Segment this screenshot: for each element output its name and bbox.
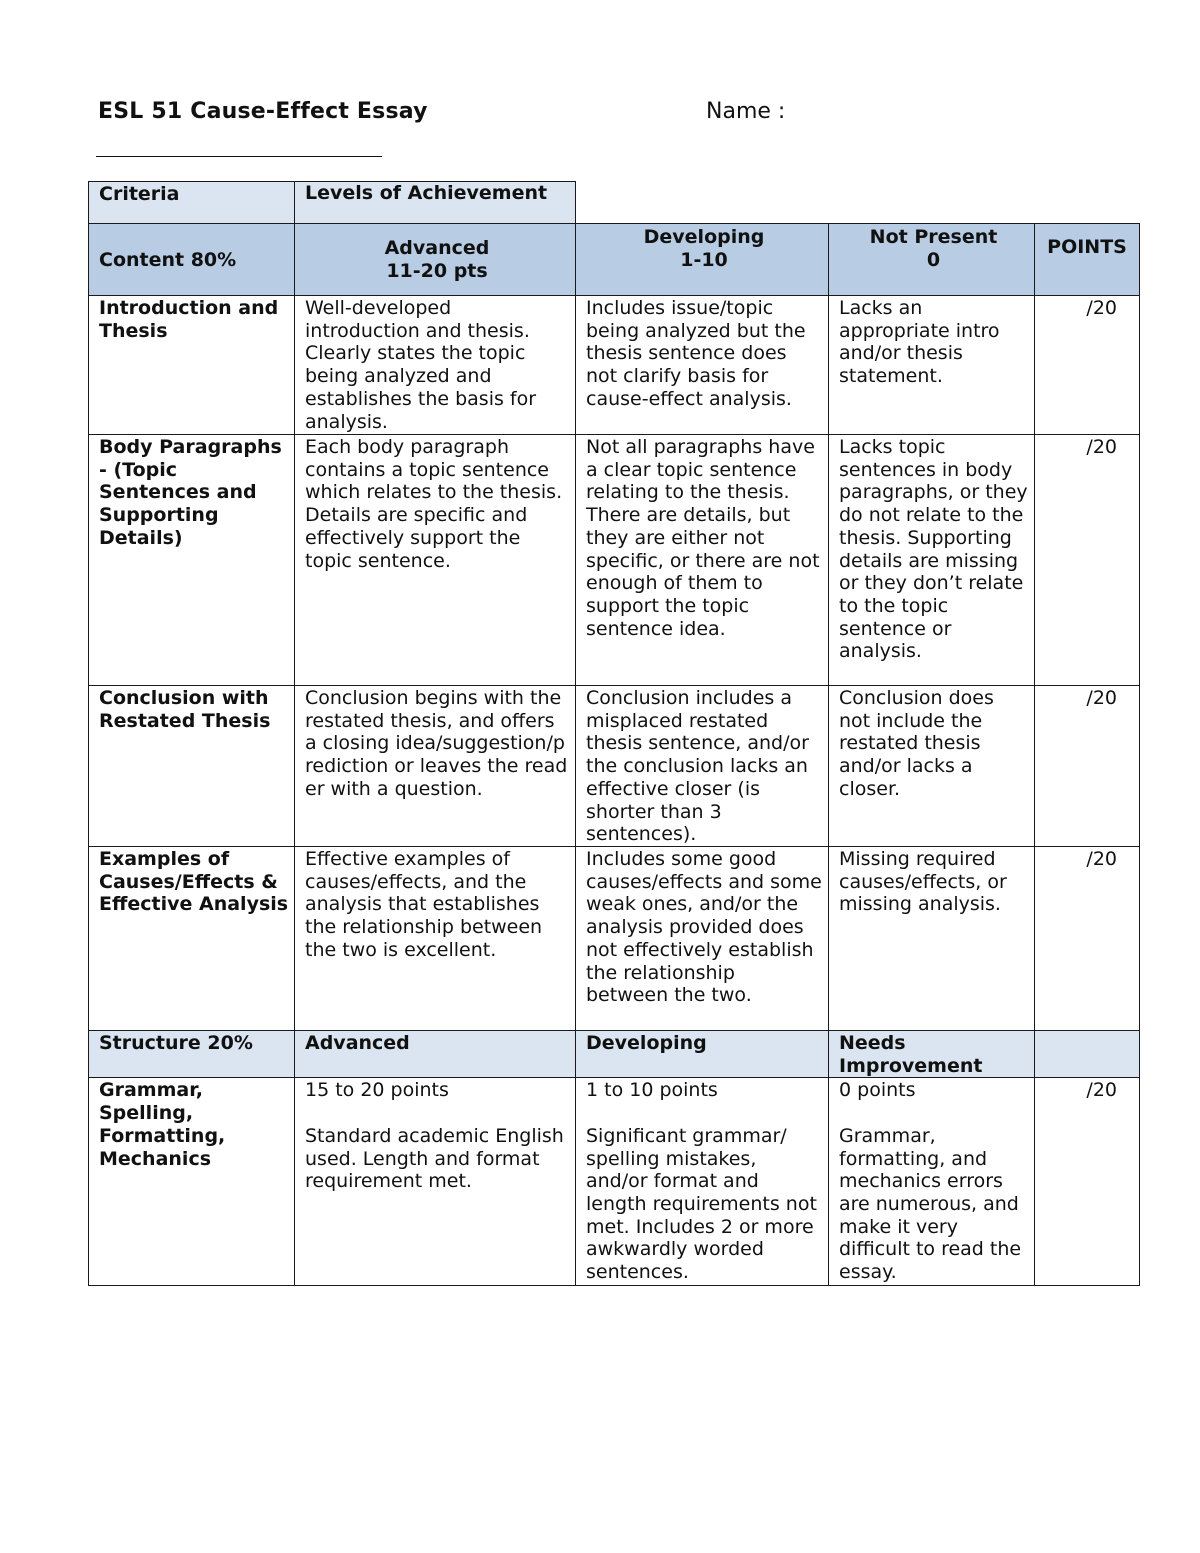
structure-advanced-header: Advanced <box>295 1031 576 1078</box>
not-present-cell: Missing required causes/effects, or missing analysis. <box>829 847 1035 1031</box>
table-row <box>89 847 1140 1031</box>
developing-cell: Includes issue/topic being analyzed but the thesis sentence does not clarify basis for cause-effect analysis. <box>576 296 829 435</box>
not-present-cell: Lacks an appropriate intro and/or thesis statement. <box>829 296 1035 435</box>
structure-developing-header: Developing <box>576 1031 829 1078</box>
developing-cell: Includes some good causes/effects and some weak ones, and/or the analysis provided does not effectively establish the relationship between the two. <box>576 847 829 1031</box>
structure-points-blank <box>1035 1031 1140 1078</box>
points-cell: /20 <box>1035 435 1140 686</box>
table-row <box>89 1078 1140 1286</box>
not-present-cell: Conclusion does not include the restated thesis and/or lacks a closer. <box>829 686 1035 847</box>
criteria-cell: Conclusion with Restated Thesis <box>89 686 295 847</box>
table-row <box>89 296 1140 435</box>
advanced-cell: 15 to 20 points Standard academic English used. Length and format requirement met. <box>295 1078 576 1286</box>
points-cell: /20 <box>1035 296 1140 435</box>
developing-cell: 1 to 10 points Significant grammar/ spelling mistakes, and/or format and length requirements not met. Includes 2 or more awkwardly worded sentences. <box>576 1078 829 1286</box>
advanced-cell: Conclusion begins with the restated thesis, and offers a closing idea/suggestion/prediction or leaves the reader with a question. <box>295 686 576 847</box>
criteria-cell: Grammar, Spelling, Formatting, Mechanics <box>89 1078 295 1286</box>
document-title: ESL 51 Cause-Effect Essay <box>98 99 428 124</box>
criteria-cell: Body Paragraphs - (Topic Sentences and Supporting Details) <box>89 435 295 686</box>
rubric-table <box>88 181 1140 1286</box>
developing-level-header: Developing 1-10 <box>576 224 829 296</box>
points-header: POINTS <box>1035 224 1140 296</box>
needs-improvement-cell: 0 points Grammar, formatting, and mechanics errors are numerous, and make it very difficult to read the essay. <box>829 1078 1035 1286</box>
developing-cell: Conclusion includes a misplaced restated thesis sentence, and/or the conclusion lacks an effective closer (is shorter than 3 sentences). <box>576 686 829 847</box>
developing-cell: Not all paragraphs have a clear topic sentence relating to the thesis. There are details, but they are either not specific, or there are not enough of them to support the topic sentence idea. <box>576 435 829 686</box>
criteria-cell: Examples of Causes/Effects & Effective Analysis <box>89 847 295 1031</box>
structure-header-row <box>89 1031 1140 1078</box>
criteria-header: Criteria <box>89 182 295 224</box>
not-present-level-header: Not Present 0 <box>829 224 1035 296</box>
advanced-level-header: Advanced 11-20 pts <box>295 224 576 296</box>
advanced-cell: Well-developed introduction and thesis. Clearly states the topic being analyzed and establishes the basis for analysis. <box>295 296 576 435</box>
name-blank-line <box>96 156 382 157</box>
criteria-cell: Introduction and Thesis <box>89 296 295 435</box>
content-header-row <box>89 224 1140 296</box>
table-row <box>89 435 1140 686</box>
points-cell: /20 <box>1035 1078 1140 1286</box>
structure-section-label: Structure 20% <box>89 1031 295 1078</box>
content-section-label: Content 80% <box>89 224 295 296</box>
name-label: Name : <box>706 99 786 124</box>
structure-needs-header: Needs Improvement <box>829 1031 1035 1078</box>
points-cell: /20 <box>1035 847 1140 1031</box>
table-row <box>89 686 1140 847</box>
points-cell: /20 <box>1035 686 1140 847</box>
advanced-cell: Effective examples of causes/effects, and the analysis that establishes the relationship between the two is excellent. <box>295 847 576 1031</box>
table-title-row <box>89 182 1140 224</box>
not-present-cell: Lacks topic sentences in body paragraphs, or they do not relate to the thesis. Supporting details are missing or they don’t relate to the topic sentence or analysis. <box>829 435 1035 686</box>
levels-header: Levels of Achievement <box>295 182 576 224</box>
advanced-cell: Each body paragraph contains a topic sentence which relates to the thesis. Details are specific and effectively support the topic sentence. <box>295 435 576 686</box>
